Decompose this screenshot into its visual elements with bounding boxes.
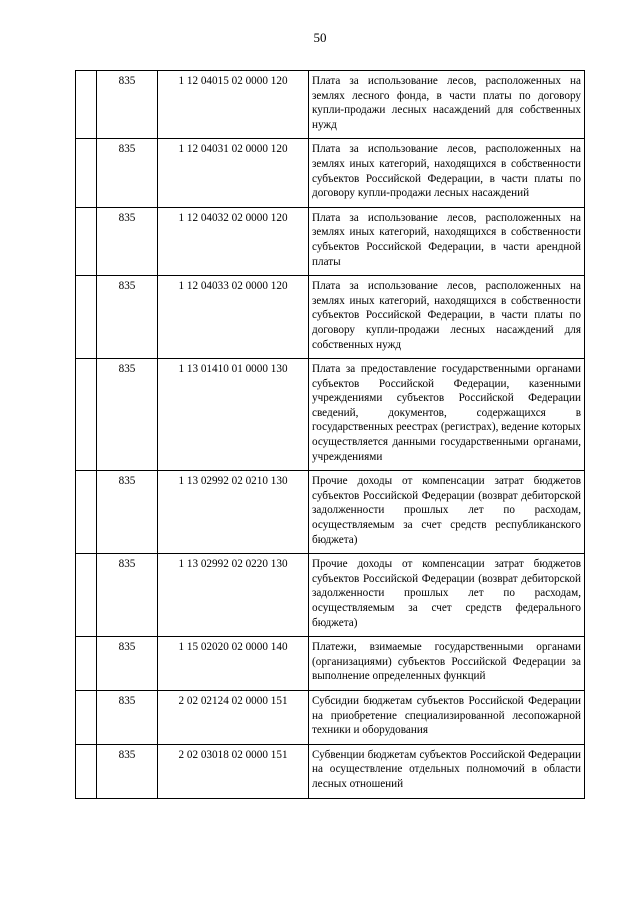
table-row xyxy=(76,744,585,798)
budget-code-cell: 1 13 01410 01 0000 130 xyxy=(158,359,309,471)
blank-cell xyxy=(76,71,97,139)
admin-code-cell: 835 xyxy=(97,71,158,139)
budget-code-cell: 1 12 04031 02 0000 120 xyxy=(158,139,309,207)
budget-code-cell: 2 02 02124 02 0000 151 xyxy=(158,690,309,744)
table-row xyxy=(76,471,585,554)
budget-code-cell: 1 13 02992 02 0210 130 xyxy=(158,471,309,554)
blank-cell xyxy=(76,637,97,691)
page-number: 50 xyxy=(313,30,327,45)
table-row xyxy=(76,276,585,359)
budget-code-cell: 1 15 02020 02 0000 140 xyxy=(158,637,309,691)
revenue-name-cell: Плата за использование лесов, расположенных на землях иных категорий, находящихся в собственности субъектов Российской Федерации, в части платы по договору купли-продажи лесных насаждений для собственных нужд xyxy=(309,276,585,359)
table-row xyxy=(76,359,585,471)
admin-code-cell: 835 xyxy=(97,276,158,359)
revenue-name-cell: Плата за использование лесов, расположенных на землях иных категорий, находящихся в собственности субъектов Российской Федерации, в части арендной платы xyxy=(309,207,585,275)
revenue-name-cell: Субсидии бюджетам субъектов Российской Федерации на приобретение специализированной лесопожарной техники и оборудования xyxy=(309,690,585,744)
admin-code-cell: 835 xyxy=(97,554,158,637)
admin-code-cell: 835 xyxy=(97,207,158,275)
revenue-name-cell: Плата за использование лесов, расположенных на землях лесного фонда, в части платы по договору купли-продажи лесных насаждений для собственных нужд xyxy=(309,71,585,139)
table-row xyxy=(76,207,585,275)
blank-cell xyxy=(76,471,97,554)
table-row xyxy=(76,690,585,744)
table-row xyxy=(76,139,585,207)
budget-code-cell: 1 13 02992 02 0220 130 xyxy=(158,554,309,637)
blank-cell xyxy=(76,276,97,359)
blank-cell xyxy=(76,690,97,744)
revenue-name-cell: Субвенции бюджетам субъектов Российской Федерации на осуществление отдельных полномочий в области лесных отношений xyxy=(309,744,585,798)
blank-cell xyxy=(76,359,97,471)
blank-cell xyxy=(76,139,97,207)
admin-code-cell: 835 xyxy=(97,690,158,744)
admin-code-cell: 835 xyxy=(97,471,158,554)
blank-cell xyxy=(76,207,97,275)
table-row xyxy=(76,71,585,139)
budget-code-cell: 2 02 03018 02 0000 151 xyxy=(158,744,309,798)
admin-code-cell: 835 xyxy=(97,139,158,207)
revenue-name-cell: Прочие доходы от компенсации затрат бюджетов субъектов Российской Федерации (возврат дебиторской задолженности прошлых лет по расходам, осуществляемым за счет средств федерального бюджета) xyxy=(309,554,585,637)
revenue-name-cell: Плата за предоставление государственными органами субъектов Российской Федерации, казенными учреждениями субъектов Российской Федерации сведений, документов, содержащихся в государственных реестрах (регистрах), ведение которых осуществляется данными государственными органами, учреждениями xyxy=(309,359,585,471)
budget-code-cell: 1 12 04033 02 0000 120 xyxy=(158,276,309,359)
budget-code-cell: 1 12 04015 02 0000 120 xyxy=(158,71,309,139)
budget-code-cell: 1 12 04032 02 0000 120 xyxy=(158,207,309,275)
budget-classification-table xyxy=(75,70,585,799)
admin-code-cell: 835 xyxy=(97,744,158,798)
admin-code-cell: 835 xyxy=(97,637,158,691)
revenue-name-cell: Прочие доходы от компенсации затрат бюджетов субъектов Российской Федерации (возврат дебиторской задолженности прошлых лет по расходам, осуществляемым за счет средств республиканского бюджета) xyxy=(309,471,585,554)
blank-cell xyxy=(76,554,97,637)
table-row xyxy=(76,637,585,691)
blank-cell xyxy=(76,744,97,798)
table-row xyxy=(76,554,585,637)
revenue-name-cell: Плата за использование лесов, расположенных на землях иных категорий, находящихся в собственности субъектов Российской Федерации, в части платы по договору купли-продажи лесных насаждений xyxy=(309,139,585,207)
revenue-name-cell: Платежи, взимаемые государственными органами (организациями) субъектов Российской Федерации за выполнение определенных функций xyxy=(309,637,585,691)
admin-code-cell: 835 xyxy=(97,359,158,471)
